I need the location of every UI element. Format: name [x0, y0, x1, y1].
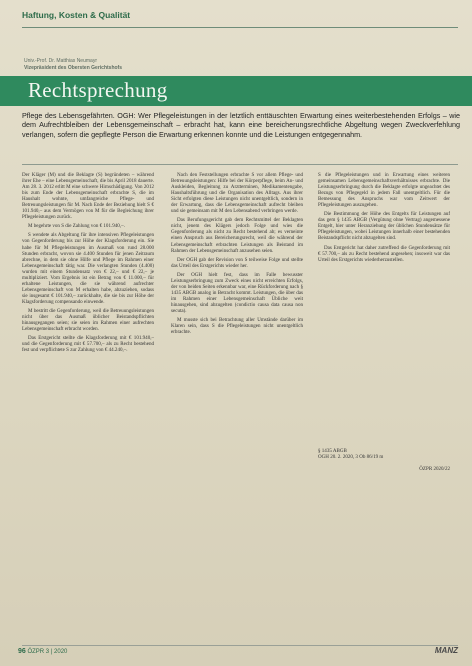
paragraph: Die Bestimmung der Höhe des Entgelts für Leistungen auf das gem § 1435 ABGB (Vergütung ohne Vertrag) angemessene Entgelt, hier unter Heranziehung der üblichen Stundensätze für Pflegeleistungen, wobei Leistungen innerhalb einer bestehenden Beistandspflicht nicht abzugelten sind.	[318, 211, 450, 242]
paragraph: M begehrte von S die Zahlung von € 101.940,–.	[28, 223, 125, 230]
paragraph: Das Erstgericht stellte die Klagsforderung mit € 101.940,– und die Gegenforderung mit € 57.700,– als zu Recht bestehend fest und verpflichtete S zur Zahlung von € 44.240,–.	[22, 335, 154, 354]
paragraph: Das Erstgericht hat daher zutreffend die Gegenforderung mit € 57.700,– als zu Recht bestehend angesehen; insoweit war das Urteil des Erstgerichts wiederherzustellen.	[318, 244, 450, 263]
footer-rule	[22, 645, 458, 646]
paragraph: Der OGH gab der Revision von S teilweise Folge und stellte das Urteil des Erstgerichts wieder her.	[171, 256, 303, 269]
author-block	[24, 58, 122, 72]
citation-case: OGH 20. 2. 2020, 3 Ob 86/19 m	[318, 454, 384, 461]
text-column-2	[171, 172, 303, 512]
paragraph: Das Berufungsgericht gab dem Rechtsmittel der Beklagten nicht, jenem des Klägers jedoch Folge und wies die Gegenforderung als nicht zu Recht bestehend ab; es verneinte einen Anspruch aus Bereicherungsrecht, weil die während der Lebensgemeinschaft erbrachten Leistungen als Beistand im Rahmen der Lebensgemeinschaft anzusehen seien.	[171, 217, 303, 254]
text-column-3	[318, 172, 450, 440]
section-rubric: Haftung, Kosten & Qualität	[22, 10, 131, 20]
paragraph: S die Pflegeleistungen und in Erwartung eines weiteren gemeinsamen Lebensgemeinschaftsverhältnisses erbrachte. Die Leistungserbringung durch die Beklagte erfolgte ungeachtet des Bezugs von Pflegegeld in jedem Fall unentgeltlich. Für die Bemessung des Anspruchs war vom Zeitwert der Pflegeleistungen auszugehen.	[318, 172, 450, 209]
paragraph: M musste sich bei Betrachtung aller Umstände darüber im Klaren sein, dass S die Pflegeleistungen nicht unentgeltlich erbrachte.	[171, 317, 303, 336]
text-column-1	[22, 172, 154, 634]
section-title: Rechtsprechung	[28, 78, 168, 102]
author-role: Vizepräsident des Obersten Gerichtshofs	[24, 64, 122, 71]
top-rule	[22, 27, 458, 28]
citation-block	[318, 448, 450, 472]
lead-summary: Pflege des Lebensgefährten. OGH: Wer Pflegeleistungen in der letztlich enttäuschten Erwartung eines weiterbestehenden Erfolgs – wie dem Aufrechtbleiben der Lebensgemeinschaft – erbracht hat, kann eine bereicherungsrechtliche Abgeltung wegen Zweckverfehlung verlangen, sofern die gepflegte Person die Erwartung erkennen konnte und die Leistungen entgegennahm.	[22, 111, 460, 139]
paragraph: M bestritt die Gegenforderung, weil die Betreuungsleistungen nicht über das Ausmaß üblicher Beistandspflichten hinausgegangen seien; sie seien im Rahmen einer aufrechten Lebensgemeinschaft erbracht worden.	[22, 307, 154, 333]
author-name: Univ.-Prof. Dr. Matthias Neumayr	[24, 58, 97, 64]
page-footer	[18, 648, 67, 655]
paragraph: Nach den Feststellungen erbrachte S vor allem Pflege- und Betreuungsleistungen: Hilfe bei der Körperpflege, beim An- und Auskleiden, Begleitung zu Arztterminen, Medikamentengabe, Haushaltsführung und die Organisation des Alltags. Aus ihrer Sicht erfolgten diese Leistungen nicht unentgeltlich, sondern in der Erwartung, dass die Lebensgemeinschaft aufrecht bleiben und sie gemeinsam mit M den Lebensabend verbringen werde.	[171, 172, 303, 215]
paragraph: Der OGH hielt fest, dass im Falle bewusster Leistungserbringung zum Zweck eines nicht erreichten Erfolgs, der von beiden Seiten erkennbar war, eine Rückforderung nach § 1435 ABGB analog in Betracht kommt. Leistungen, die über das im Rahmen einer Lebensgemeinschaft Übliche weit hinausgehen, sind abzugelten (condictio causa data causa non secuta).	[171, 271, 303, 314]
section-banner	[0, 76, 472, 106]
paragraph: Der Kläger (M) und die Beklagte (S) begründeten – während ihrer Ehe – eine Lebensgemeinschaft, die bis April 2018 dauerte. Am 28. 3. 2012 erlitt M eine schwere Hirnschädigung. Von 2012 bis zum Ende der Lebensgemeinschaft erbrachte S, die im Haushalt wohnte, umfangreiche Pflege- und Betreuungsleistungen für M. Nach Ende der Beziehung hielt S € 101.940,– aus dem Vermögen von M für die Begleichung ihrer Pflegeleistungen zurück.	[22, 172, 154, 221]
paragraph: S wendete als Abgeltung für ihre intensiven Pflegeleistungen von Gegenforderung bis zur Höhe der Klagsforderung ein. Sie habe für M Pflegeleistungen im Ausmaß von rund 28.000 Stunden erbracht, wovon sie 4.400 Stunden für jenen Zeitraum abrechne, in dem sie ohne Hilfe und Pflege im Rahmen einer Lebensgemeinschaft tätig war. Die verlangten Stunden (4.400) wurden mit einem Stundensatz von € 22,– und € 22,– je multipliziert. Vom Ergebnis ist ein Betrag von € 11.000,– für erhaltene Leistungen, die sie während aufrechter Lebensgemeinschaft von M erhalten habe, abzuziehen, sodass sie insgesamt € 101.940,– zurückhalte, die sie bis zur Höhe der Klagsforderung compensando einwende.	[22, 232, 154, 305]
page-number: 96	[18, 648, 26, 655]
publication-label: ÖZPR 3 | 2020	[27, 649, 68, 655]
citation-code: ÖZPR 2020/22	[419, 466, 450, 472]
lead-divider	[22, 164, 458, 165]
publisher-logo: MANZ	[434, 646, 458, 655]
citation-law: § 1435 ABGB	[318, 448, 347, 454]
